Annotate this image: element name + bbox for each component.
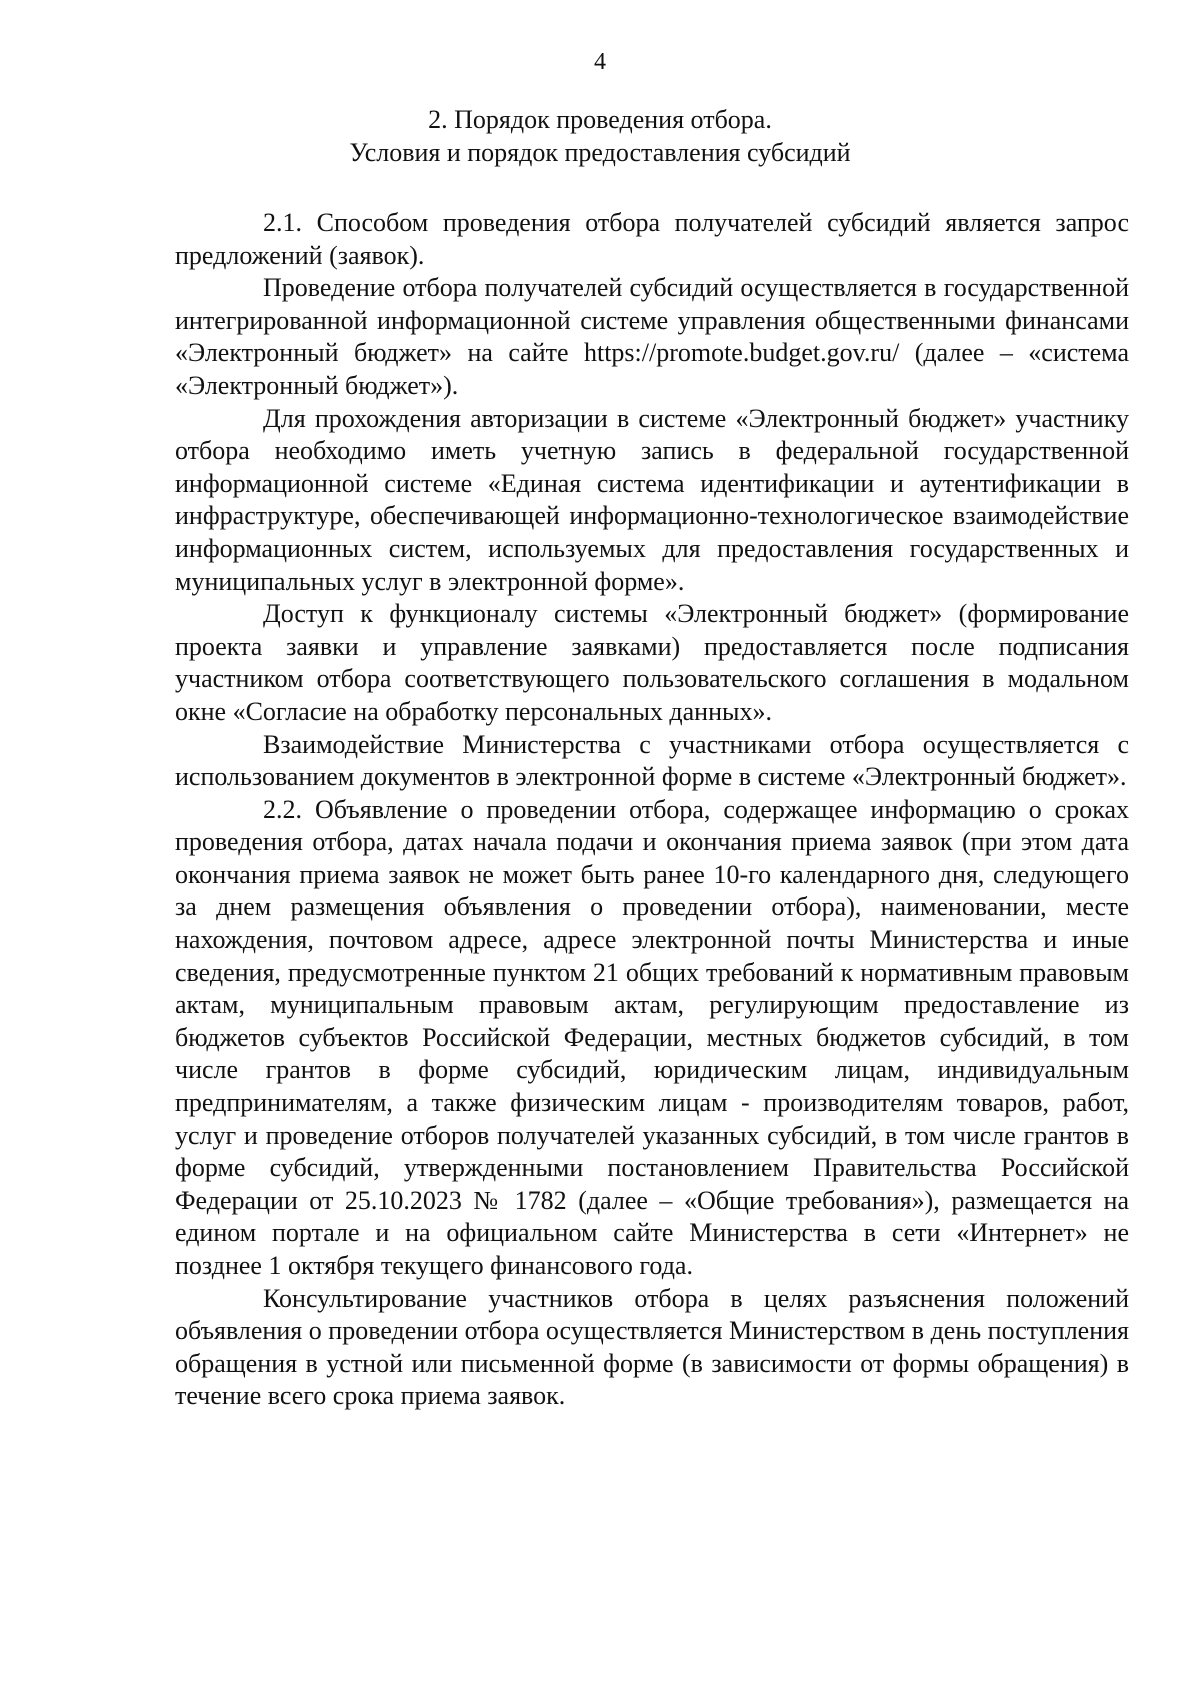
paragraph-access: Доступ к функционалу системы «Электронный бюджет» (формирование проекта заявки и управление заявками) предоставляется после подписания участником отбора соответствующего пользовательского соглашения в модальном окне «Согласие на обработку персональных данных». xyxy=(175,599,1129,726)
section-title: 2. Порядок проведения отбора. xyxy=(428,105,772,134)
paragraph-2-1-method: 2.1. Способом проведения отбора получателей субсидий является запрос предложений (заявок). xyxy=(175,208,1129,270)
page-number: 4 xyxy=(594,49,606,75)
section-heading xyxy=(0,103,1200,169)
paragraph-authorization: Для прохождения авторизации в системе «Электронный бюджет» участнику отбора необходимо иметь учетную запись в федеральной государственной информационной системе «Единая система идентификации и аутентификации в инфраструктуре, обеспечивающей информационно-технологическое взаимодействие информационных систем, используемых для предоставления государственных и муниципальных услуг в электронной форме». xyxy=(175,403,1129,596)
paragraph-electronic-budget: Проведение отбора получателей субсидий осуществляется в государственной интегрированной информационной системе управления общественными финансами «Электронный бюджет» на сайте https://promote.budget.gov.ru/ (далее – «система «Электронный бюджет»). xyxy=(175,273,1129,400)
document-body xyxy=(175,207,1129,1413)
paragraph-interaction: Взаимодействие Министерства с участниками отбора осуществляется с использованием документов в электронной форме в системе «Электронный бюджет». xyxy=(175,729,1129,792)
section-subtitle: Условия и порядок предоставления субсидий xyxy=(349,138,851,167)
paragraph-consulting: Консультирование участников отбора в целях разъяснения положений объявления о проведении отбора осуществляется Министерством в день поступления обращения в устной или письменной форме (в зависимости от формы обращения) в течение всего срока приема заявок. xyxy=(175,1283,1129,1411)
paragraph-2-2-announcement: 2.2. Объявление о проведении отбора, содержащее информацию о сроках проведения отбора, датах начала подачи и окончания приема заявок (при этом дата окончания приема заявок не может быть ранее 10-го календарного дня, следующего за днем размещения объявления о проведении отбора), наименовании, месте нахождения, почтовом адресе, адресе электронной почты Министерства и иные сведения, предусмотренные пунктом 21 общих требований к нормативным правовым актам, муниципальным правовым актам, регулирующим предоставление из бюджетов субъектов Российской Федерации, местных бюджетов субсидий, в том числе грантов в форме субсидий, юридическим лицам, индивидуальным предпринимателям, а также физическим лицам - производителям товаров, работ, услуг и проведение отборов получателей указанных субсидий, в том числе грантов в форме субсидий, утвержденными постановлением Правительства Российской Федерации от 25.10.2023 № 1782 (далее – «Общие требования»), размещается на едином портале и на официальном сайте Министерства в сети «Интернет» не позднее 1 октября текущего финансового года. xyxy=(175,794,1129,1280)
